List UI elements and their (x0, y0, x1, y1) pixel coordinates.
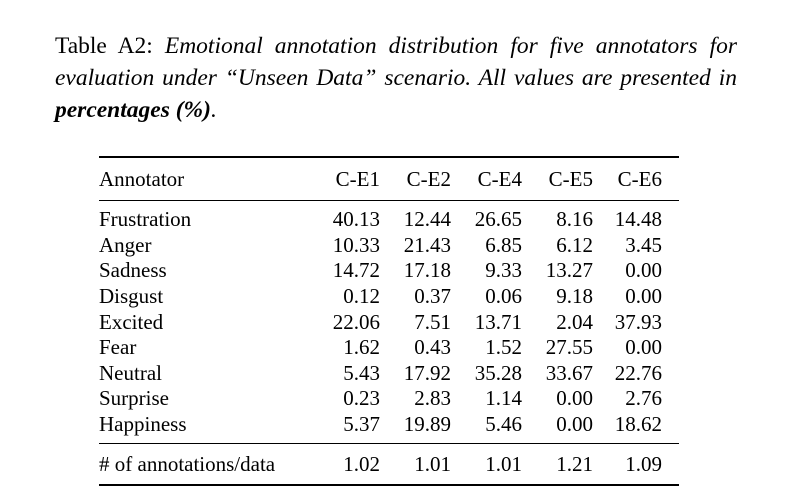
annotation-distribution-table (99, 156, 679, 486)
cell-value: 9.33 (485, 258, 522, 283)
cell-value: 0.43 (414, 335, 451, 360)
cell-value: 5.46 (485, 412, 522, 437)
cell-value: 22.76 (614, 360, 662, 385)
table-row (99, 201, 679, 233)
table-caption (55, 30, 737, 126)
caption-text: Emotional annotation distribution for five annotators for evaluation under “Unseen Data” scenario. All values are presented in (55, 33, 737, 91)
cell-value: 3.45 (625, 232, 662, 257)
table-footer-row (99, 444, 679, 486)
cell-value: 18.62 (614, 412, 662, 437)
cell-value: 6.12 (556, 232, 593, 257)
table-row (99, 233, 679, 259)
row-label: Happiness (99, 412, 187, 437)
cell-value: 17.18 (403, 258, 451, 283)
row-label: Surprise (99, 386, 169, 411)
row-label: Anger (99, 232, 152, 257)
cell-value: 21.43 (403, 232, 451, 257)
cell-value: 13.27 (545, 258, 593, 283)
cell-value: 0.00 (625, 335, 662, 360)
footer-value: 1.09 (625, 451, 662, 476)
table-row (99, 258, 679, 284)
column-header-ce1: C-E1 (335, 166, 380, 191)
cell-value: 2.04 (556, 309, 593, 334)
cell-value: 22.06 (332, 309, 380, 334)
cell-value: 40.13 (332, 207, 380, 232)
cell-value: 10.33 (332, 232, 380, 257)
cell-value: 0.00 (556, 386, 593, 411)
row-label: Neutral (99, 360, 162, 385)
caption-bold-text: percentages (%) (55, 97, 211, 123)
column-header-annotator: Annotator (99, 166, 185, 191)
cell-value: 19.89 (403, 412, 451, 437)
row-label: Fear (99, 335, 137, 360)
cell-value: 5.43 (343, 360, 380, 385)
column-header-ce6: C-E6 (617, 166, 662, 191)
cell-value: 26.65 (474, 207, 522, 232)
footer-value: 1.01 (485, 451, 522, 476)
cell-value: 0.00 (625, 258, 662, 283)
table-row (99, 386, 679, 412)
cell-value: 37.93 (614, 309, 662, 334)
cell-value: 14.48 (614, 207, 662, 232)
cell-value: 2.76 (625, 386, 662, 411)
column-header-ce4: C-E4 (477, 166, 522, 191)
cell-value: 5.37 (343, 412, 380, 437)
row-label: Frustration (99, 207, 192, 232)
table-row (99, 309, 679, 335)
table-row (99, 361, 679, 387)
cell-value: 1.62 (343, 335, 380, 360)
caption-label: Table A2: (55, 33, 153, 59)
cell-value: 0.23 (343, 386, 380, 411)
cell-value: 17.92 (403, 360, 451, 385)
caption-end: . (210, 97, 217, 123)
table-header-row (99, 157, 679, 201)
cell-value: 1.52 (485, 335, 522, 360)
column-header-ce5: C-E5 (548, 166, 593, 191)
cell-value: 33.67 (545, 360, 593, 385)
table-row (99, 335, 679, 361)
cell-value: 8.16 (556, 207, 593, 232)
footer-label: # of annotations/data (99, 451, 276, 476)
cell-value: 1.14 (485, 386, 522, 411)
cell-value: 0.00 (625, 284, 662, 309)
row-label: Sadness (99, 258, 167, 283)
column-header-ce2: C-E2 (406, 166, 451, 191)
cell-value: 0.37 (414, 284, 451, 309)
cell-value: 9.18 (556, 284, 593, 309)
cell-value: 0.06 (485, 284, 522, 309)
footer-value: 1.02 (343, 451, 380, 476)
footer-value: 1.21 (556, 451, 593, 476)
cell-value: 12.44 (403, 207, 451, 232)
cell-value: 0.12 (343, 284, 380, 309)
row-label: Excited (99, 309, 164, 334)
cell-value: 35.28 (474, 360, 522, 385)
cell-value: 14.72 (332, 258, 380, 283)
cell-value: 27.55 (545, 335, 593, 360)
table-row (99, 284, 679, 310)
table-row (99, 412, 679, 444)
footer-value: 1.01 (414, 451, 451, 476)
cell-value: 0.00 (556, 412, 593, 437)
cell-value: 7.51 (414, 309, 451, 334)
cell-value: 2.83 (414, 386, 451, 411)
cell-value: 6.85 (485, 232, 522, 257)
cell-value: 13.71 (474, 309, 522, 334)
row-label: Disgust (99, 284, 164, 309)
